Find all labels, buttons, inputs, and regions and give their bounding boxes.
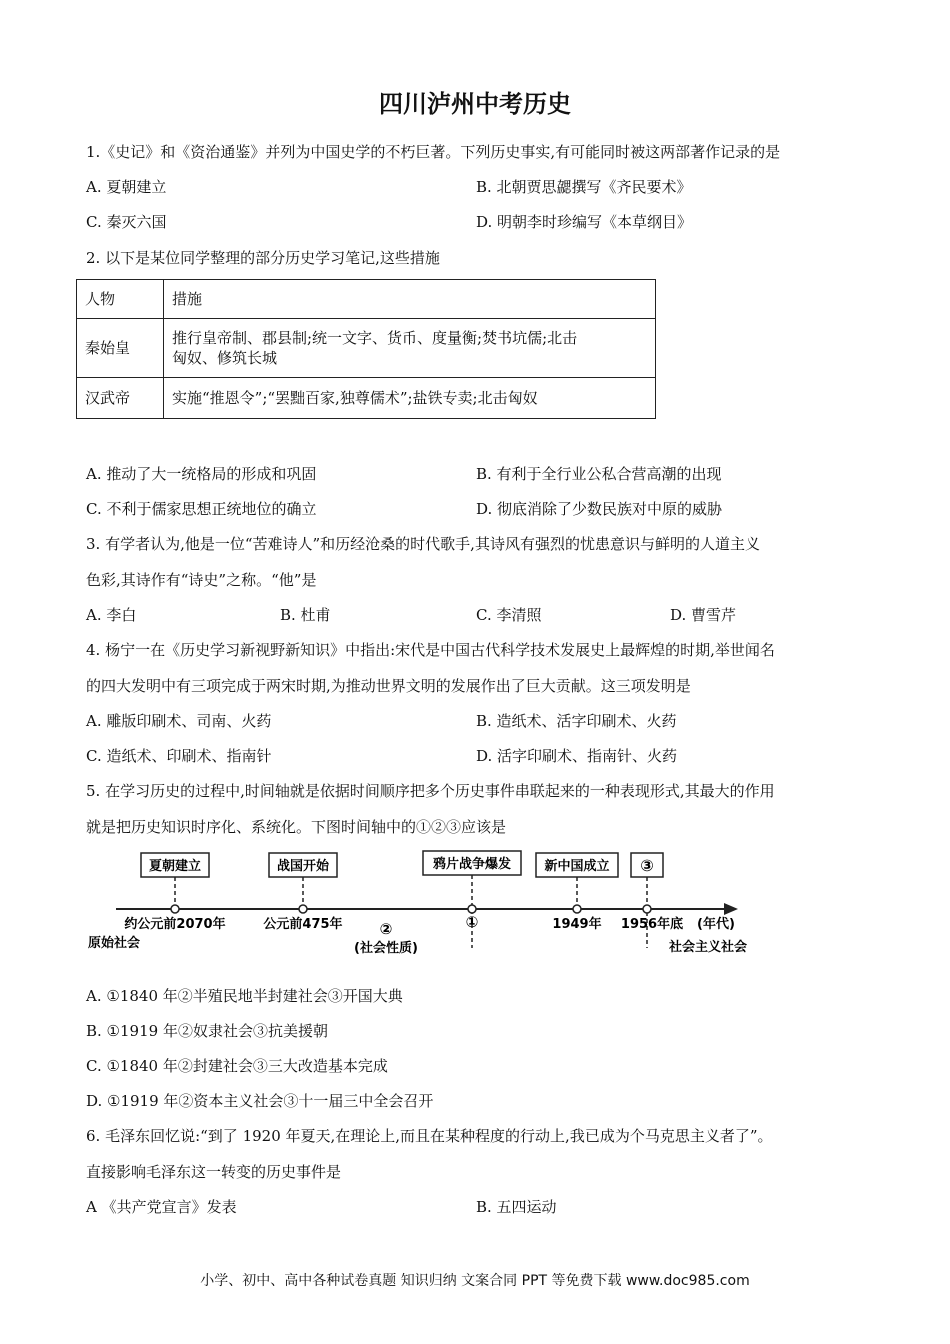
question-5-option-a: A. ①1840 年②半殖民地半封建社会③开国大典 xyxy=(86,987,403,1005)
timeline-node xyxy=(171,905,179,913)
question-4-option-c: C. 造纸术、印刷术、指南针 xyxy=(86,747,272,765)
timeline-node xyxy=(643,905,651,913)
question-6-option-b: B. 五四运动 xyxy=(476,1198,557,1216)
question-4-option-b: B. 造纸术、活字印刷术、火药 xyxy=(476,712,677,730)
question-3-stem-line-1: 3. 有学者认为,他是一位“苦难诗人”和历经沧桑的时代歌手,其诗风有强烈的忧患意识与鲜明的人道主义 xyxy=(86,535,760,553)
question-5-option-d: D. ①1919 年②资本主义社会③十一届三中全会召开 xyxy=(86,1092,434,1110)
date-label: 1949年 xyxy=(552,917,602,932)
question-2-stem: 2. 以下是某位同学整理的部分历史学习笔记,这些措施 xyxy=(86,249,440,267)
question-6-option-a: A 《共产党宣言》发表 xyxy=(86,1198,237,1216)
question-3-option-b: B. 杜甫 xyxy=(280,606,331,624)
question-5-stem-line-1: 5. 在学习历史的过程中,时间轴就是依据时间顺序把多个历史事件串联起来的一种表现形式,其最大的作用 xyxy=(86,782,775,800)
history-timeline xyxy=(86,848,756,963)
notes-table xyxy=(76,279,656,419)
event-label: 战国开始 xyxy=(276,859,330,874)
question-1-stem: 1.《史记》和《资治通鉴》并列为中国史学的不朽巨著。下列历史事实,有可能同时被这两部著作记录的是 xyxy=(86,143,781,161)
question-6-stem-line-2: 直接影响毛泽东这一转变的历史事件是 xyxy=(86,1163,342,1181)
timeline-node xyxy=(299,905,307,913)
table-header-cell: 人物 xyxy=(77,280,164,319)
question-5-option-c: C. ①1840 年②封建社会③三大改造基本完成 xyxy=(86,1057,388,1075)
question-3-option-d: D. 曹雪芹 xyxy=(670,606,737,624)
date-label: 公元前475年 xyxy=(263,917,343,932)
question-6-stem-line-1: 6. 毛泽东回忆说:“到了 1920 年夏天,在理论上,而且在某种程度的行动上,我已成为个马克思主义者了”。 xyxy=(86,1127,773,1145)
date-label: 1956年底 xyxy=(620,917,684,932)
question-2-option-b: B. 有利于全行业公私合营高潮的出现 xyxy=(476,465,722,483)
question-3-option-a: A. 李白 xyxy=(86,606,137,624)
table-row xyxy=(77,378,656,419)
period-label: 社会主义社会 xyxy=(668,940,748,955)
table-header-row xyxy=(77,280,656,319)
period-label: (社会性质) xyxy=(354,941,418,956)
timeline-node xyxy=(573,905,581,913)
date-label: ① xyxy=(465,913,479,931)
question-4-stem-line-1: 4. 杨宁一在《历史学习新视野新知识》中指出:宋代是中国古代科学技术发展史上最辉煌的时期,举世闻名 xyxy=(86,641,775,659)
table-cell-person: 汉武帝 xyxy=(77,378,164,419)
question-5-option-b: B. ①1919 年②奴隶社会③抗美援朝 xyxy=(86,1022,328,1040)
table-cell-measures xyxy=(164,319,656,378)
table-header-cell: 措施 xyxy=(164,280,656,319)
question-1-option-b: B. 北朝贾思勰撰写《齐民要术》 xyxy=(476,178,692,196)
question-5-stem-line-2: 就是把历史知识时序化、系统化。下图时间轴中的①②③应该是 xyxy=(86,818,507,836)
period-marker: ② xyxy=(379,920,393,938)
table-cell-line: 匈奴、修筑长城 xyxy=(172,349,278,367)
table-cell-person: 秦始皇 xyxy=(77,319,164,378)
event-label: 鸦片战争爆发 xyxy=(432,857,512,872)
axis-unit-label: (年代) xyxy=(697,917,735,932)
event-label: ③ xyxy=(640,856,654,875)
question-4-option-d: D. 活字印刷术、指南针、火药 xyxy=(476,747,678,765)
question-1-option-a: A. 夏朝建立 xyxy=(86,178,167,196)
question-3-stem-line-2: 色彩,其诗作有“诗史”之称。“他”是 xyxy=(86,571,317,589)
question-4-option-a: A. 雕版印刷术、司南、火药 xyxy=(86,712,272,730)
period-label: 原始社会 xyxy=(88,936,141,951)
page-footer: 小学、初中、高中各种试卷真题 知识归纳 文案合同 PPT 等免费下载 www.doc985.com xyxy=(200,1273,750,1289)
question-1-option-d: D. 明朝李时珍编写《本草纲目》 xyxy=(476,213,693,231)
table-row xyxy=(77,319,656,378)
question-2-option-a: A. 推动了大一统格局的形成和巩固 xyxy=(86,465,317,483)
page-title: 四川泸州中考历史 xyxy=(379,90,571,118)
date-label: 约公元前2070年 xyxy=(124,917,226,932)
question-4-stem-line-2: 的四大发明中有三项完成于两宋时期,为推动世界文明的发展作出了巨大贡献。这三项发明是 xyxy=(86,677,691,695)
question-2-option-c: C. 不利于儒家思想正统地位的确立 xyxy=(86,500,317,518)
table-cell-measures: 实施“推恩令”;“罢黜百家,独尊儒术”;盐铁专卖;北击匈奴 xyxy=(164,378,656,419)
timeline-node xyxy=(468,905,476,913)
table-cell-line: 推行皇帝制、郡县制;统一文字、货币、度量衡;焚书坑儒;北击 xyxy=(172,329,578,347)
event-label: 新中国成立 xyxy=(544,859,610,874)
question-1-option-c: C. 秦灭六国 xyxy=(86,213,167,231)
question-2-option-d: D. 彻底消除了少数民族对中原的威胁 xyxy=(476,500,723,518)
axis-arrow-icon xyxy=(724,903,738,915)
question-3-option-c: C. 李清照 xyxy=(476,606,542,624)
event-label: 夏朝建立 xyxy=(148,859,202,874)
